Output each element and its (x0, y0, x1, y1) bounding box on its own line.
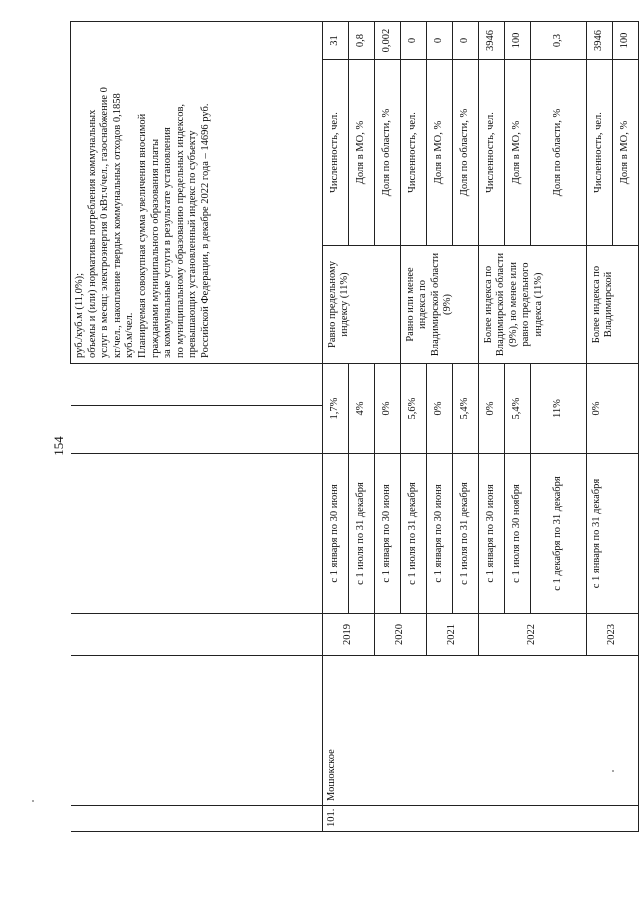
blank-cell (71, 406, 113, 454)
metric-label: Доля по области, % (375, 60, 401, 246)
blank-cell (197, 364, 239, 406)
metric-value: 3946 (479, 22, 505, 60)
blank-cell (155, 806, 197, 832)
period-cell: с 1 января по 31 декабря (587, 454, 639, 614)
blank-cell (239, 806, 281, 832)
blank-cell (113, 806, 155, 832)
blank-cell (71, 806, 113, 832)
condition-cell: Равно или менее индекса по Владимирской области (9%) (401, 246, 479, 364)
blank-cell (155, 364, 197, 406)
note-line: объемы и (или) нормативы потребления коммунальных (86, 109, 98, 358)
blank-cell (197, 656, 239, 806)
year-cell: 2023 (587, 614, 639, 656)
blank-cell (239, 406, 281, 454)
year-cell: 2021 (427, 614, 479, 656)
note-line: кг/чел., накопление твердых коммунальных отходов 0,1858 (111, 93, 123, 358)
note-line: руб./куб.м (11,0%); (74, 272, 85, 358)
metric-label: Численность, чел. (323, 60, 349, 246)
note-line: Российской Федерации, в декабре 2022 года – 14696 руб. (199, 103, 211, 358)
blank-cell (155, 454, 197, 614)
metric-label: Численность, чел. (479, 60, 505, 246)
blank-cell (239, 454, 281, 614)
metric-label: Доля в МО, % (427, 60, 453, 246)
metric-label: Численность, чел. (401, 60, 427, 246)
blank-cell (197, 806, 239, 832)
metric-value: 100 (505, 22, 531, 60)
year-cell: 2020 (375, 614, 427, 656)
condition-cell: Более индекса по Владимирской области (9%), но менее или равно предельного индекса (11%) (479, 246, 587, 364)
period-cell: с 1 января по 30 июня (479, 454, 505, 614)
blank-cell (239, 656, 281, 806)
period-cell: с 1 июля по 31 декабря (453, 454, 479, 614)
condition-cell: Равно предельному индексу (11%) (323, 246, 401, 364)
page-number: 154 (51, 436, 66, 456)
period-cell: с 1 января по 30 июня (323, 454, 349, 614)
blank-cell (155, 406, 197, 454)
period-cell: с 1 июля по 31 декабря (349, 454, 375, 614)
metric-label: Численность, чел. (587, 60, 613, 246)
metric-value: 31 (323, 22, 349, 60)
blank-cell (281, 656, 323, 806)
document-frame (70, 22, 631, 832)
metric-label: Доля в МО, % (505, 60, 531, 246)
note-line: услуг в месяц: электроэнергия 0 кВт.ч/чел., газоснабжение 0 (99, 87, 111, 358)
index-cell: 4% (349, 364, 375, 454)
blank-cell (281, 806, 323, 832)
note-line: гражданами муниципального образования платы (149, 138, 161, 358)
scan-speck (612, 770, 614, 772)
municipality-name: Мошокское (323, 656, 639, 806)
condition-cell: Более индекса по Владимирской (587, 246, 639, 364)
blank-cell (197, 406, 239, 454)
period-cell: с 1 января по 30 июня (427, 454, 453, 614)
index-cell: 0% (375, 364, 401, 454)
index-cell: 1,7% (323, 364, 349, 454)
blank-cell (197, 454, 239, 614)
period-cell: с 1 января по 30 июня (375, 454, 401, 614)
metric-label: Доля в МО, % (613, 60, 639, 246)
blank-cell (281, 406, 323, 454)
blank-cell (239, 614, 281, 656)
scan-speck (32, 800, 34, 802)
index-cell: 11% (531, 364, 587, 454)
metric-label: Доля по области, % (531, 60, 587, 246)
blank-cell (71, 454, 113, 614)
note-line: превышающих установленный индекс по субъекту (187, 130, 199, 358)
rotated-table-container (70, 22, 631, 832)
blank-cell (281, 614, 323, 656)
blank-cell (113, 656, 155, 806)
metric-value: 0,002 (375, 22, 401, 60)
metric-label: Доля в МО, % (349, 60, 375, 246)
period-cell: с 1 июля по 30 ноября (505, 454, 531, 614)
metric-value: 0,8 (349, 22, 375, 60)
blank-cell (113, 364, 155, 406)
note-line: Планируемая совокупная сумма увеличения вносимой (136, 113, 148, 358)
table-row (323, 22, 349, 832)
blank-cell (155, 614, 197, 656)
period-cell: с 1 декабря по 31 декабря (531, 454, 587, 614)
note-line: куб.м/чел. (124, 312, 136, 358)
year-cell: 2019 (323, 614, 375, 656)
indices-table (70, 21, 639, 832)
note-cell (71, 22, 323, 364)
blank-cell (197, 614, 239, 656)
index-cell: 5,6% (401, 364, 427, 454)
metric-value: 0,3 (531, 22, 587, 60)
blank-cell (71, 656, 113, 806)
row-number: 101. (323, 806, 639, 832)
index-cell: 0% (427, 364, 453, 454)
blank-cell (113, 614, 155, 656)
period-cell: с 1 июля по 31 декабря (401, 454, 427, 614)
note-line: за коммунальные услуги в результате установления (162, 127, 174, 358)
index-cell: 0% (479, 364, 505, 454)
metric-value: 3946 (587, 22, 613, 60)
metric-value: 0 (427, 22, 453, 60)
index-cell: 5,4% (505, 364, 531, 454)
metric-value: 100 (613, 22, 639, 60)
index-cell: 0% (587, 364, 639, 454)
blank-cell (155, 656, 197, 806)
year-cell: 2022 (479, 614, 587, 656)
blank-cell (239, 364, 281, 406)
blank-cell (113, 406, 155, 454)
table-row (71, 22, 113, 832)
blank-cell (71, 364, 113, 406)
metric-value: 0 (453, 22, 479, 60)
blank-cell (281, 364, 323, 406)
metric-value: 0 (401, 22, 427, 60)
blank-cell (71, 614, 113, 656)
blank-cell (113, 454, 155, 614)
metric-label: Доля по области, % (453, 60, 479, 246)
blank-cell (281, 454, 323, 614)
index-cell: 5,4% (453, 364, 479, 454)
note-line: по муниципальному образованию предельных индексов, (174, 103, 186, 358)
